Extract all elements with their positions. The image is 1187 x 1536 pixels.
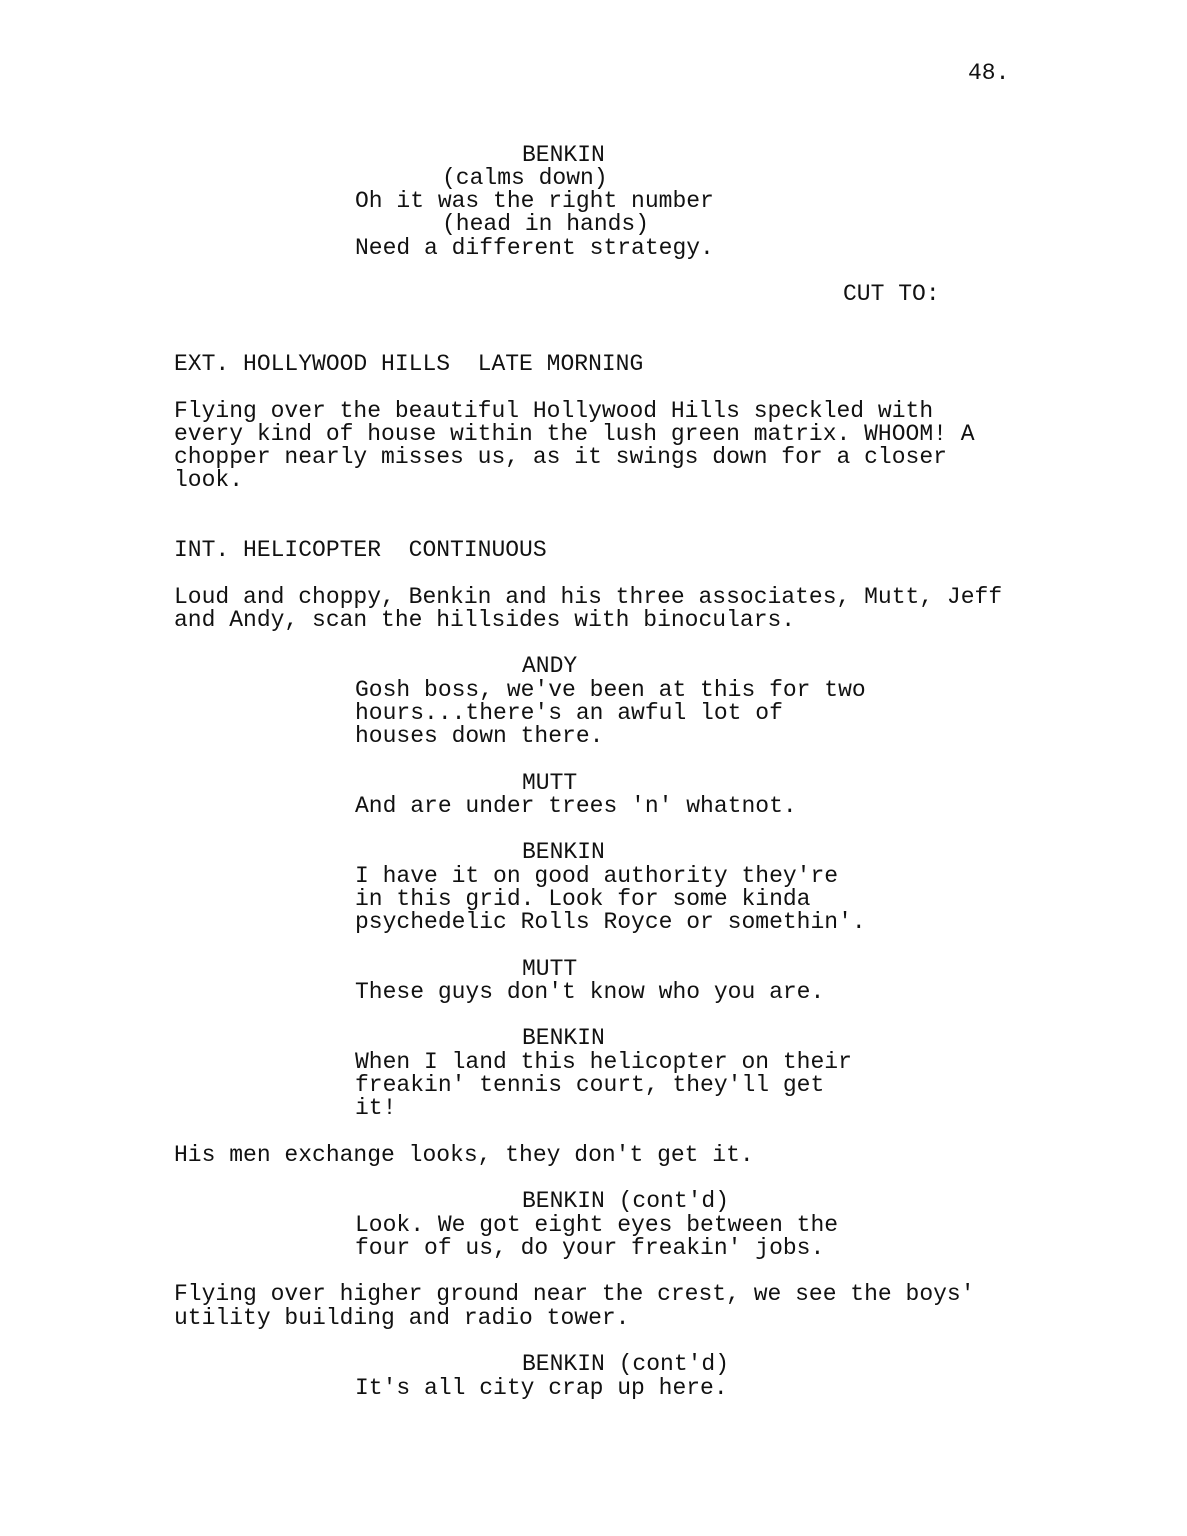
dialogue-line: freakin' tennis court, they'll get bbox=[355, 1072, 825, 1098]
dialogue-line: in this grid. Look for some kinda bbox=[355, 886, 811, 912]
page-number: 48. bbox=[968, 60, 1010, 86]
dialogue-line: I have it on good authority they're bbox=[355, 863, 839, 889]
dialogue-line: These guys don't know who you are. bbox=[355, 979, 825, 1005]
transition-line: CUT TO: bbox=[843, 281, 940, 307]
dialogue-line: four of us, do your freakin' jobs. bbox=[355, 1235, 825, 1261]
character-line: BENKIN (cont'd) bbox=[522, 1188, 730, 1214]
character-line: BENKIN bbox=[522, 142, 605, 168]
action-line: His men exchange looks, they don't get it. bbox=[174, 1142, 754, 1168]
dialogue-line: Gosh boss, we've been at this for two bbox=[355, 677, 866, 703]
scene-heading-line: INT. HELICOPTER CONTINUOUS bbox=[174, 537, 547, 563]
action-line: Loud and choppy, Benkin and his three associates, Mutt, Jeff bbox=[174, 584, 1003, 610]
action-line: look. bbox=[174, 467, 244, 493]
character-line: MUTT bbox=[522, 770, 578, 796]
dialogue-line: Look. We got eight eyes between the bbox=[355, 1212, 839, 1238]
dialogue-line: Oh it was the right number bbox=[355, 188, 714, 214]
scene-heading-line: EXT. HOLLYWOOD HILLS LATE MORNING bbox=[174, 351, 644, 377]
action-line: utility building and radio tower. bbox=[174, 1305, 630, 1331]
dialogue-line: it! bbox=[355, 1095, 397, 1121]
parenthetical-line: (calms down) bbox=[442, 165, 608, 191]
dialogue-line: hours...there's an awful lot of bbox=[355, 700, 783, 726]
dialogue-line: Need a different strategy. bbox=[355, 235, 714, 261]
dialogue-line: houses down there. bbox=[355, 723, 604, 749]
dialogue-line: It's all city crap up here. bbox=[355, 1375, 728, 1401]
parenthetical-line: (head in hands) bbox=[442, 211, 650, 237]
action-line: chopper nearly misses us, as it swings down for a closer bbox=[174, 444, 947, 470]
dialogue-line: And are under trees 'n' whatnot. bbox=[355, 793, 797, 819]
character-line: ANDY bbox=[522, 653, 578, 679]
character-line: BENKIN bbox=[522, 839, 605, 865]
character-line: MUTT bbox=[522, 956, 578, 982]
action-line: every kind of house within the lush green matrix. WHOOM! A bbox=[174, 421, 975, 447]
dialogue-line: psychedelic Rolls Royce or somethin'. bbox=[355, 909, 866, 935]
dialogue-line: When I land this helicopter on their bbox=[355, 1049, 852, 1075]
character-line: BENKIN (cont'd) bbox=[522, 1351, 730, 1377]
action-line: Flying over the beautiful Hollywood Hills speckled with bbox=[174, 398, 934, 424]
action-line: Flying over higher ground near the crest, we see the boys' bbox=[174, 1281, 975, 1307]
character-line: BENKIN bbox=[522, 1025, 605, 1051]
action-line: and Andy, scan the hillsides with binoculars. bbox=[174, 607, 796, 633]
